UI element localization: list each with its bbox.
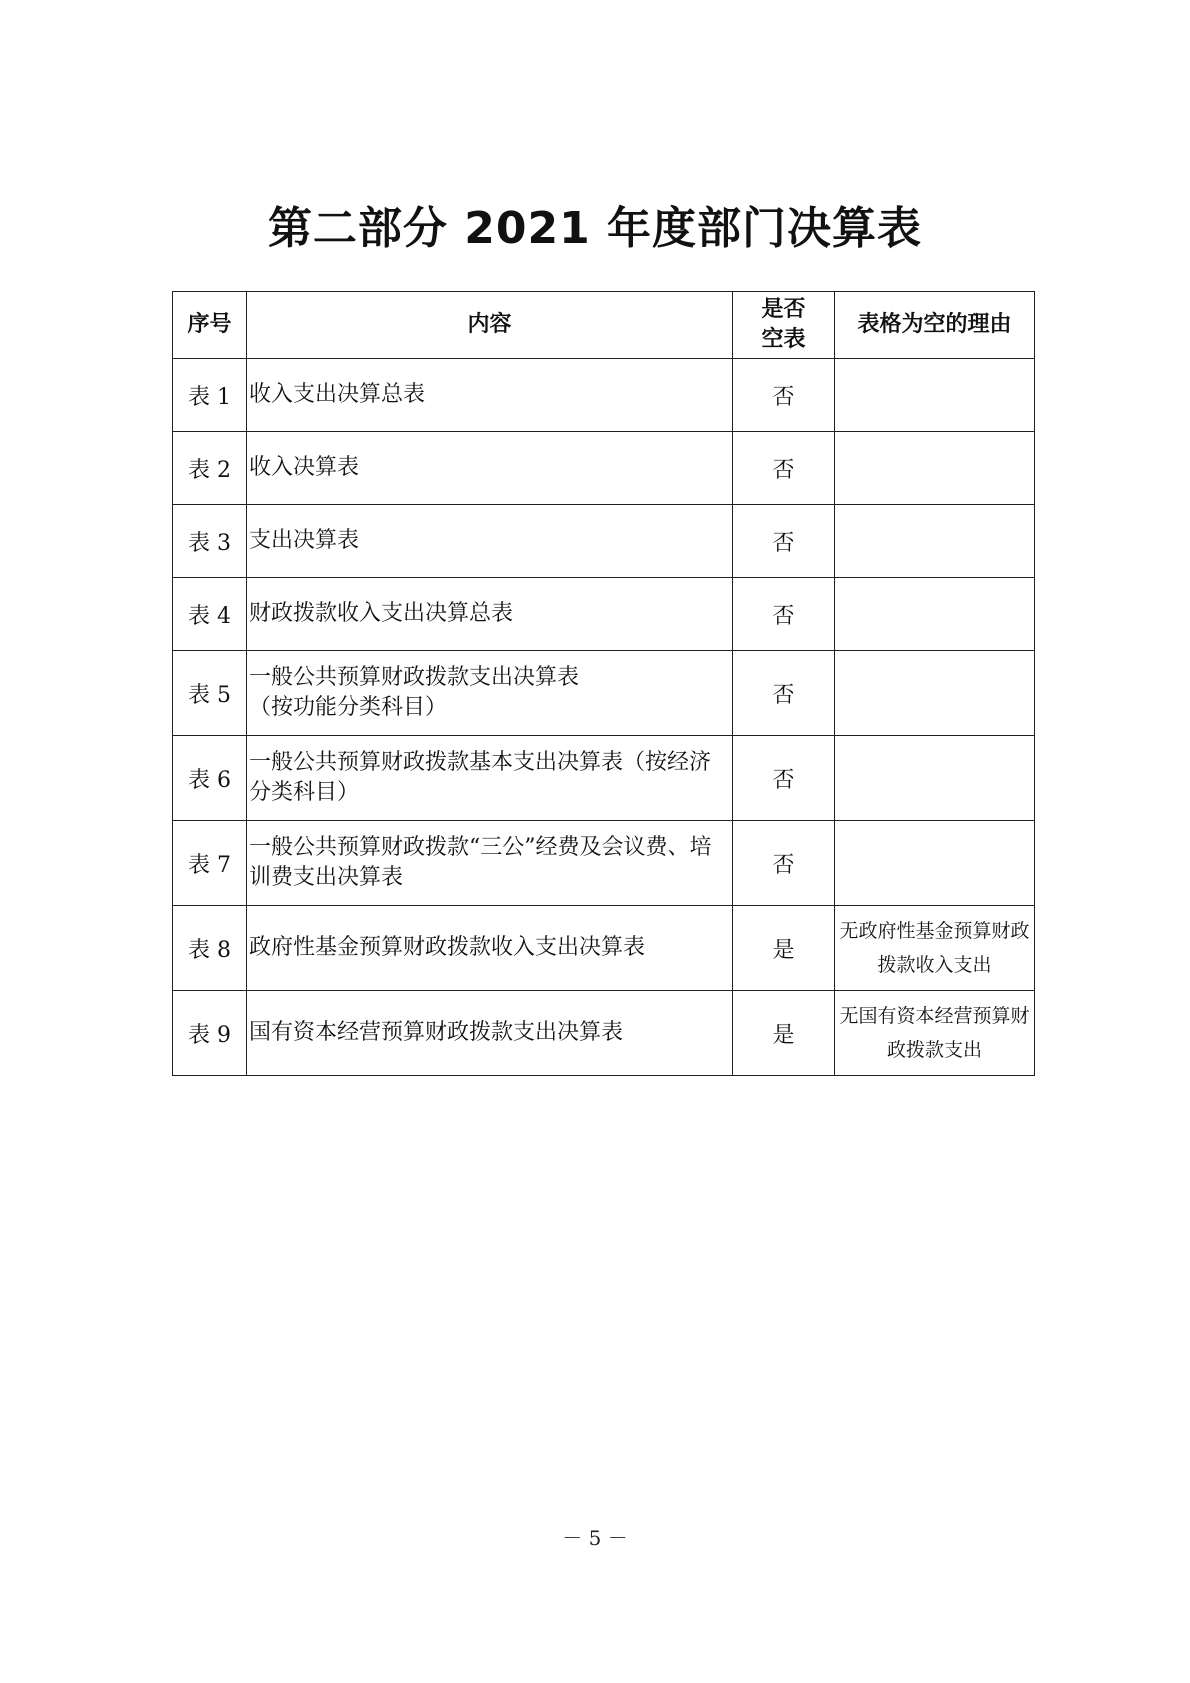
table-row: [173, 505, 1035, 578]
header-is-empty: [733, 292, 835, 359]
cell-is-empty: 否: [733, 432, 835, 505]
table-row: [173, 359, 1035, 432]
table-catalog: [172, 291, 1035, 1076]
cell-reason: 无国有资本经营预算财政拨款支出: [835, 991, 1035, 1076]
cell-reason: 无政府性基金预算财政拨款收入支出: [835, 906, 1035, 991]
cell-is-empty: 否: [733, 505, 835, 578]
cell-content: 收入支出决算总表: [247, 359, 733, 432]
cell-is-empty: 否: [733, 359, 835, 432]
cell-reason: [835, 736, 1035, 821]
cell-reason: [835, 505, 1035, 578]
table-row: [173, 991, 1035, 1076]
cell-no: 表 3: [173, 505, 247, 578]
header-content: 内容: [247, 292, 733, 359]
cell-no: 表 5: [173, 651, 247, 736]
cell-content: 支出决算表: [247, 505, 733, 578]
cell-no: 表 9: [173, 991, 247, 1076]
table-row: [173, 906, 1035, 991]
table-row: [173, 578, 1035, 651]
cell-no: 表 1: [173, 359, 247, 432]
cell-is-empty: 是: [733, 906, 835, 991]
cell-content: 一般公共预算财政拨款支出决算表 （按功能分类科目）: [247, 651, 733, 736]
cell-is-empty: 否: [733, 736, 835, 821]
cell-reason: [835, 359, 1035, 432]
page-number: － 5 －: [562, 1526, 628, 1550]
cell-content: 政府性基金预算财政拨款收入支出决算表: [247, 906, 733, 991]
cell-no: 表 6: [173, 736, 247, 821]
header-is-empty-line2: 空表: [761, 327, 806, 352]
cell-reason: [835, 432, 1035, 505]
table-row: [173, 651, 1035, 736]
table-header-row: [173, 292, 1035, 359]
cell-is-empty: 否: [733, 821, 835, 906]
page-title: 第二部分 2021 年度部门决算表: [267, 203, 923, 254]
cell-no: 表 2: [173, 432, 247, 505]
cell-no: 表 7: [173, 821, 247, 906]
header-reason: 表格为空的理由: [835, 292, 1035, 359]
cell-reason: [835, 651, 1035, 736]
cell-content: 财政拨款收入支出决算总表: [247, 578, 733, 651]
cell-content: 收入决算表: [247, 432, 733, 505]
cell-is-empty: 否: [733, 651, 835, 736]
cell-reason: [835, 578, 1035, 651]
header-is-empty-line1: 是否: [761, 297, 806, 322]
cell-no: 表 8: [173, 906, 247, 991]
cell-content: 一般公共预算财政拨款基本支出决算表（按经济分类科目）: [247, 736, 733, 821]
table-row: [173, 821, 1035, 906]
header-no: 序号: [173, 292, 247, 359]
cell-no: 表 4: [173, 578, 247, 651]
table-row: [173, 736, 1035, 821]
cell-is-empty: 否: [733, 578, 835, 651]
cell-reason: [835, 821, 1035, 906]
cell-content: 国有资本经营预算财政拨款支出决算表: [247, 991, 733, 1076]
cell-content: 一般公共预算财政拨款“三公”经费及会议费、培训费支出决算表: [247, 821, 733, 906]
cell-is-empty: 是: [733, 991, 835, 1076]
table-row: [173, 432, 1035, 505]
